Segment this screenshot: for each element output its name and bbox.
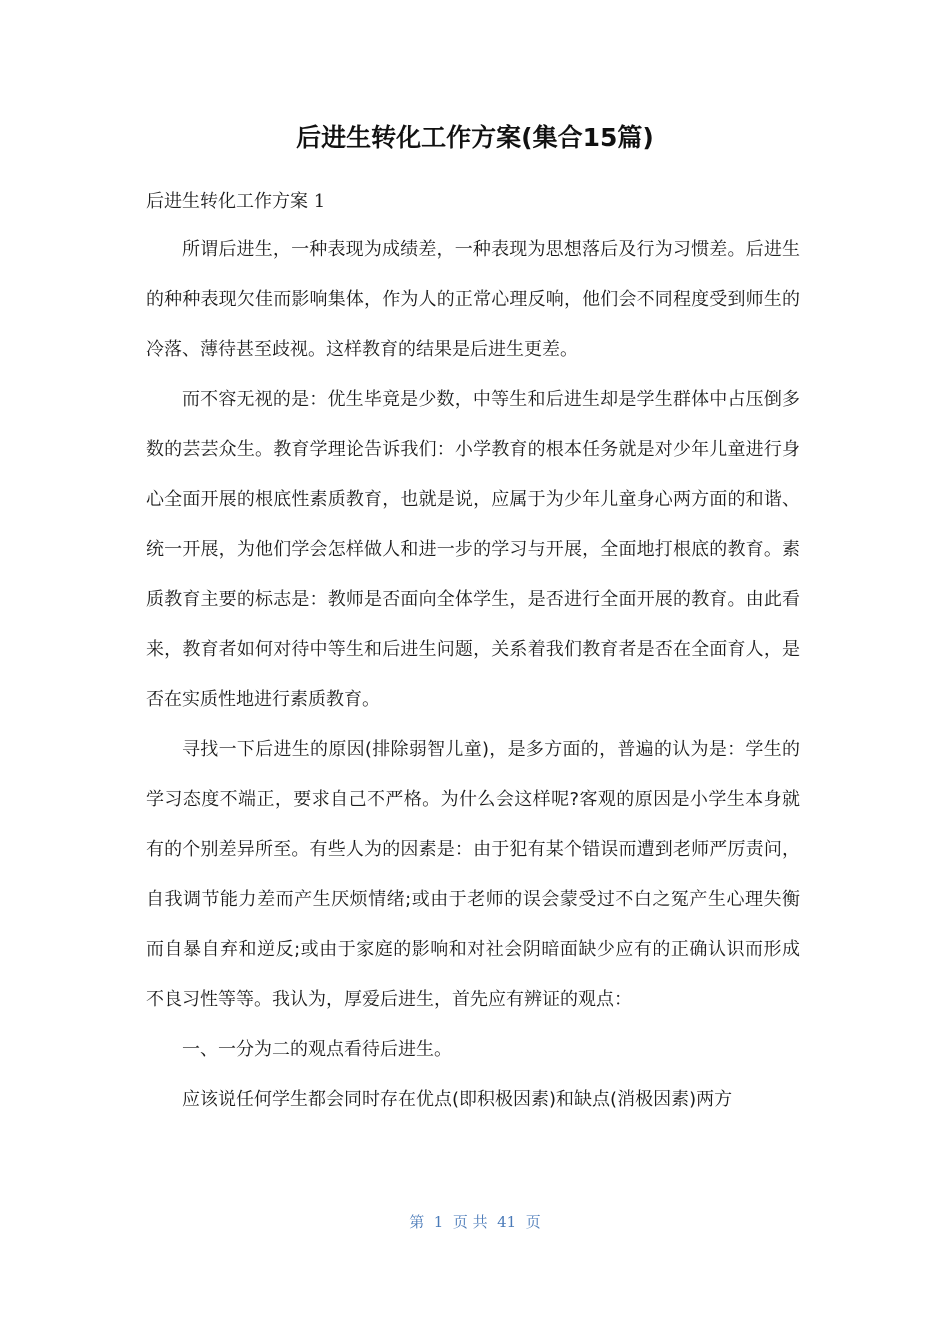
paragraph: 而不容无视的是：优生毕竟是少数，中等生和后进生却是学生群体中占压倒多数的芸芸众生。教育学理论告诉我们：小学教育的根本任务就是对少年儿童进行身心全面开展的根底性素质教育，也就是说，应属于为少年儿童身心两方面的和谐、统一开展，为他们学会怎样做人和进一步的学习与开展，全面地打根底的教育。素质教育主要的标志是：教师是否面向全体学生，是否进行全面开展的教育。由此看来，教育者如何对待中等生和后进生问题，关系着我们教育者是否在全面育人，是否在实质性地进行素质教育。: [146, 389, 800, 710]
page-number-footer: 第 1 页 共 41 页: [409, 1213, 541, 1231]
paragraph: 所谓后进生，一种表现为成绩差，一种表现为思想落后及行为习惯差。后进生的种种表现欠佳而影响集体，作为人的正常心理反响，他们会不同程度受到师生的冷落、薄待甚至歧视。这样教育的结果是后进生更差。: [146, 239, 800, 360]
section-heading: 后进生转化工作方案 1: [146, 191, 326, 212]
paragraph: 一、一分为二的观点看待后进生。: [182, 1039, 452, 1060]
document-title: 后进生转化工作方案(集合15篇): [296, 123, 654, 152]
paragraph: 寻找一下后进生的原因(排除弱智儿童)，是多方面的，普遍的认为是：学生的学习态度不端正，要求自己不严格。为什么会这样呢?客观的原因是小学生本身就有的个别差异所至。有些人为的因素是：由于犯有某个错误而遭到老师严厉责问，自我调节能力差而产生厌烦情绪;或由于老师的误会蒙受过不白之冤产生心理失衡而自暴自弃和逆反;或由于家庭的影响和对社会阴暗面缺少应有的正确认识而形成不良习性等等。我认为，厚爱后进生，首先应有辨证的观点：: [146, 739, 800, 1010]
paragraph: 应该说任何学生都会同时存在优点(即积极因素)和缺点(消极因素)两方: [182, 1089, 733, 1110]
body-text: [146, 225, 800, 1125]
